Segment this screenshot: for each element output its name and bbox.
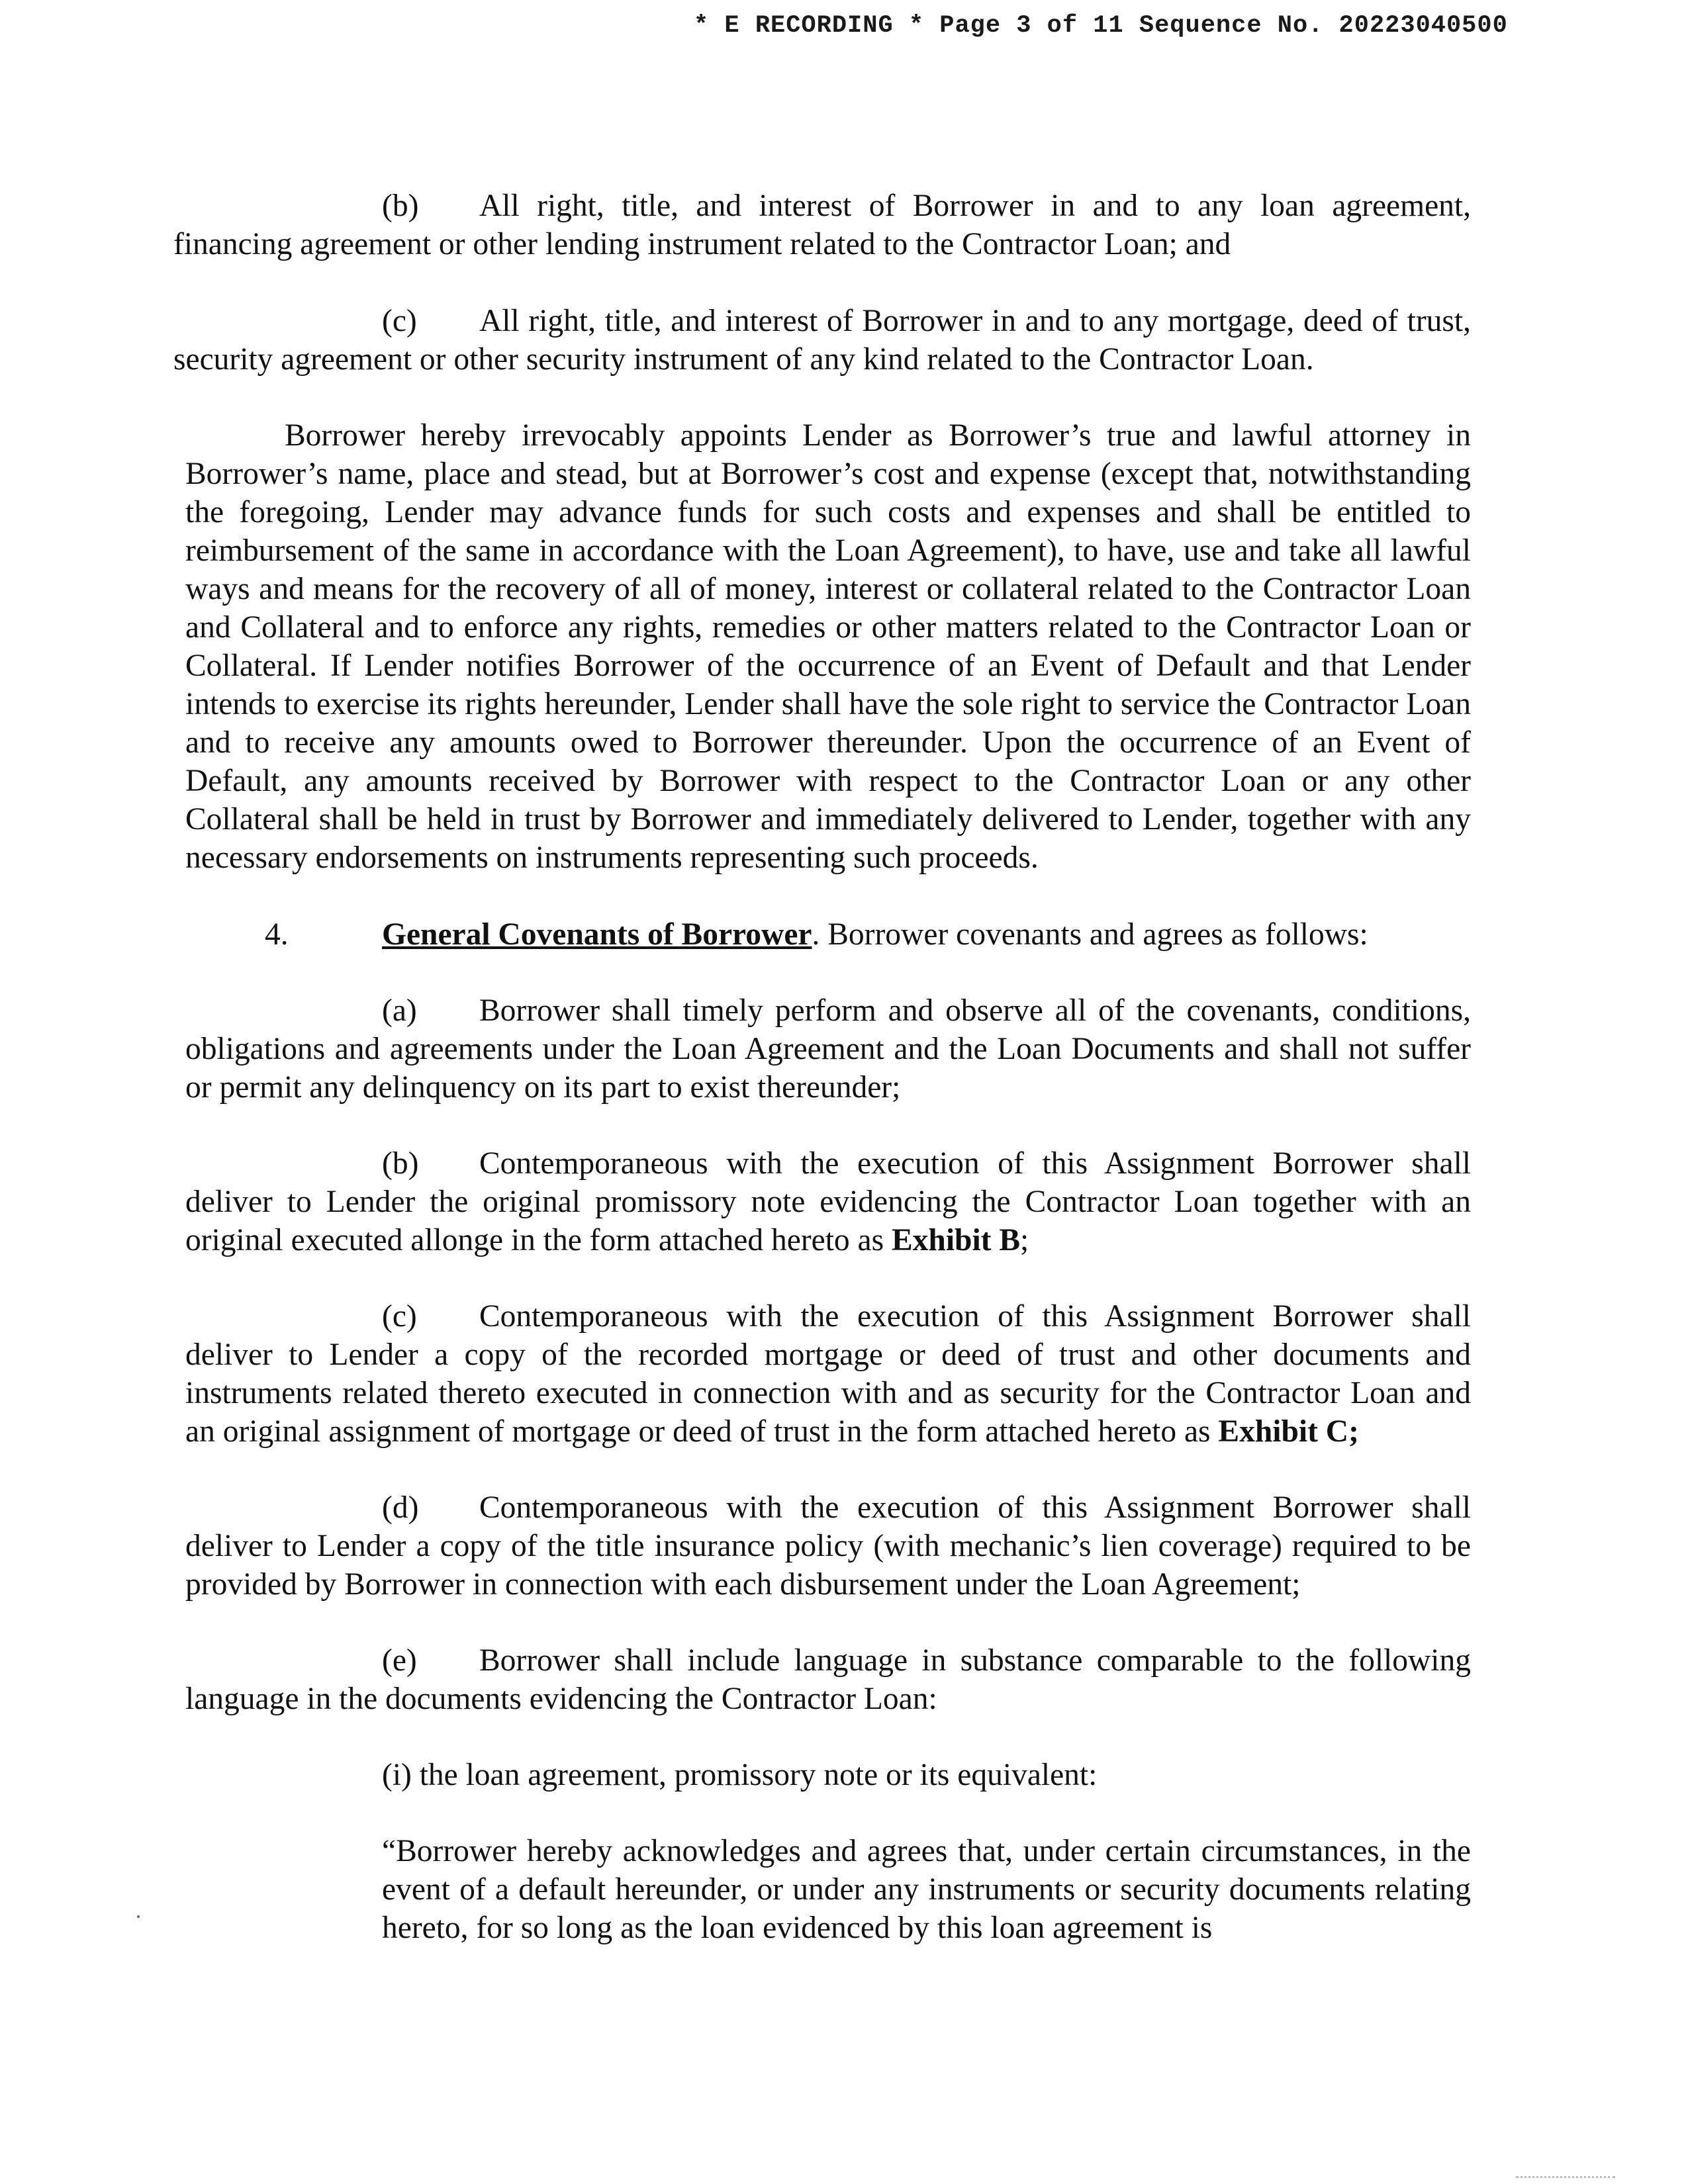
exhibit-c-reference: Exhibit C; [1218,1414,1359,1449]
covenant-d [173,1488,1471,1604]
section-intro: . Borrower covenants and agrees as follows: [812,917,1368,952]
exhibit-b-reference: Exhibit B [892,1223,1021,1257]
covenant-c-label: (c) [382,1299,417,1334]
covenant-a [173,991,1471,1107]
section-number: 4. [265,917,289,952]
paragraph-c-label: (c) [382,304,417,338]
recording-header: * E RECORDING * Page 3 of 11 Sequence No. 20223040500 [694,12,1508,40]
covenant-d-text: Contemporaneous with the execution of this Assignment Borrower shall deliver to Lender a copy of the title insurance policy (with mechanic’s lien coverage) required to be provided by Borrower in connection with each disbursement under the Loan Agreement; [185,1490,1471,1602]
covenant-e-text: Borrower shall include language in substance comparable to the following language in the documents evidencing the Contractor Loan: [185,1643,1471,1716]
covenant-a-text: Borrower shall timely perform and observe all of the covenants, conditions, obligations and agreements under the Loan Agreement and the Loan Documents and shall not suffer or permit any delinquency on its part to exist thereunder; [185,993,1471,1105]
paragraph-b [173,187,1471,263]
covenant-c [173,1297,1471,1451]
covenant-b-label: (b) [382,1146,419,1181]
section-4-heading [173,915,1471,954]
paragraph-b-label: (b) [382,189,419,223]
covenant-d-label: (d) [382,1490,419,1525]
covenant-c-text: Contemporaneous with the execution of this Assignment Borrower shall deliver to Lender a copy of the recorded mortgage or deed of trust and other documents and instruments related thereto executed in connection with and as security for the Contractor Loan and an original assignment of mortgage or deed of trust in the form attached hereto as [185,1299,1471,1449]
paragraph-c-text: All right, title, and interest of Borrower in and to any mortgage, deed of trust, security agreement or other security instrument of any kind related to the Contractor Loan. [173,304,1471,377]
paragraph-b-text: All right, title, and interest of Borrower in and to any loan agreement, financing agreement or other lending instrument related to the Contractor Loan; and [173,189,1471,261]
document-body [173,187,1471,1947]
section-title: General Covenants of Borrower [382,917,812,952]
attorney-paragraph: Borrower hereby irrevocably appoints Lender as Borrower’s true and lawful attorney in Borrower’s name, place and stead, but at Borrower’s cost and expense (except that, notwithstanding the foregoing, Lender may advance funds for such costs and expenses and shall be entitled to reimbursement of the same in accordance with the Loan Agreement), to have, use and take all lawful ways and means for the recovery of all of money, interest or collateral related to the Contractor Loan and Collateral and to enforce any rights, remedies or other matters related to the Contractor Loan or Collateral. If Lender notifies Borrower of the occurrence of an Event of Default and that Lender intends to exercise its rights hereunder, Lender shall have the sole right to service the Contractor Loan and to receive any amounts owed to Borrower thereunder. Upon the occurrence of an Event of Default, any amounts received by Borrower with respect to the Contractor Loan or any other Collateral shall be held in trust by Borrower and immediately delivered to Lender, together with any necessary endorsements on instruments representing such proceeds. [185,418,1471,875]
quoted-language: “Borrower hereby acknowledges and agrees that, under certain circumstances, in the event of a default hereunder, or under any instruments or security documents relating hereto, for so long as the loan evidenced by this loan agreement is [382,1834,1471,1945]
covenant-e [173,1641,1471,1718]
covenant-e-label: (e) [382,1643,417,1678]
covenant-b [173,1144,1471,1259]
scan-speck [137,1915,140,1918]
paragraph-c [173,302,1471,379]
covenant-b-text: Contemporaneous with the execution of this Assignment Borrower shall deliver to Lender the original promissory note evidencing the Contractor Loan together with an original executed allonge in the form attached hereto as [185,1146,1471,1257]
scan-artifact [1516,2176,1615,2182]
covenant-b-end: ; [1020,1223,1029,1257]
sub-item-i: (i) the loan agreement, promissory note or its equivalent: [382,1758,1098,1792]
covenant-a-label: (a) [382,993,417,1028]
